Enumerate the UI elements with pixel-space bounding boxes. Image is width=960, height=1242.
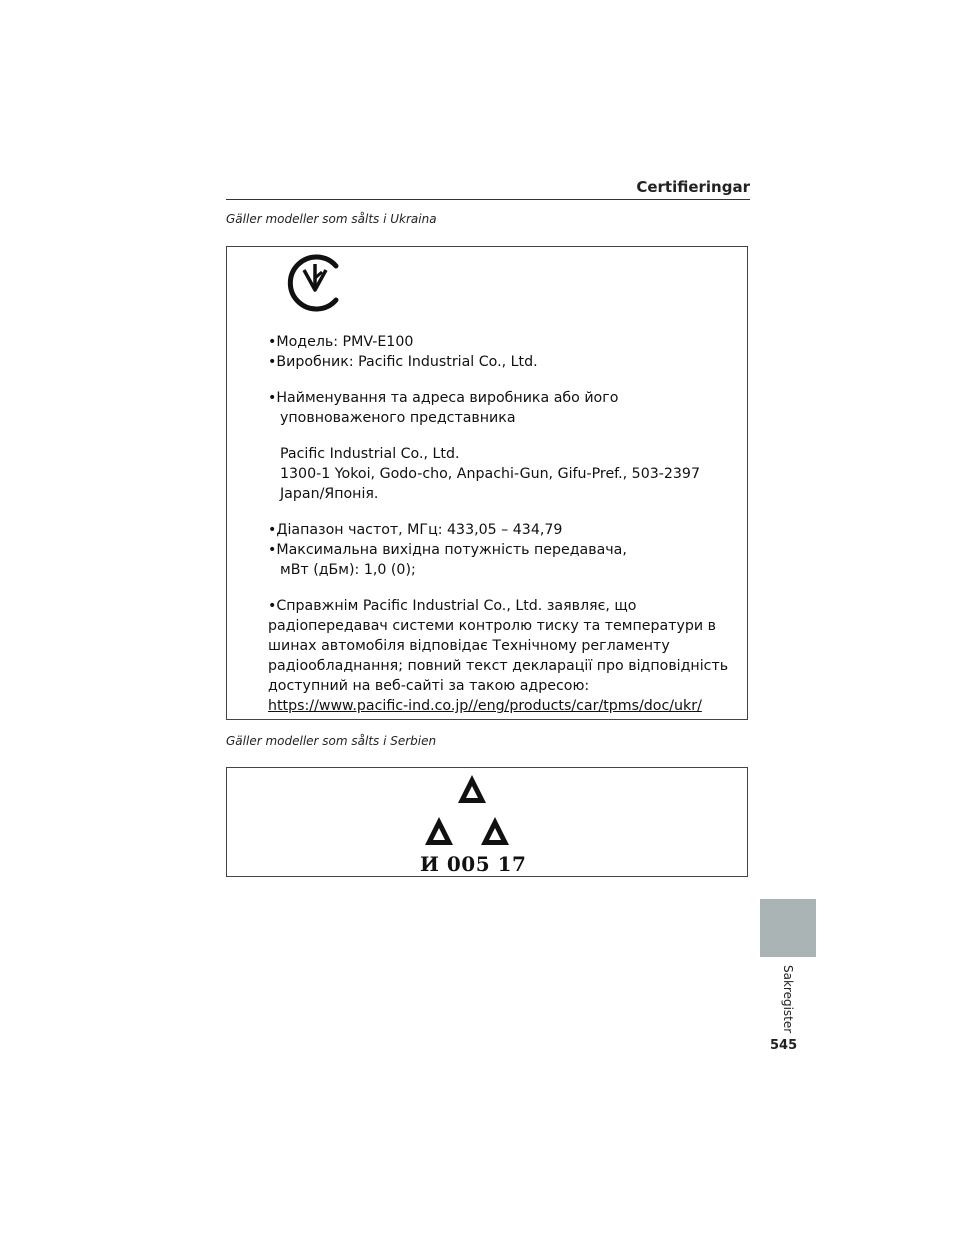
company-country: Japan/Японія. — [280, 486, 379, 502]
frequency-line: •Діапазон частот, МГц: 433,05 – 434,79 — [268, 522, 563, 538]
declaration-line-3: шинах автомобіля відповідає Технічному регламенту — [268, 638, 670, 654]
model-line: •Модель: PMV-E100 — [268, 334, 414, 350]
power-line-2: мВт (дБм): 1,0 (0); — [280, 562, 416, 578]
ukraine-certificate-text — [268, 332, 738, 716]
name-address-line-1: •Найменування та адреса виробника або його — [268, 390, 619, 406]
power-line-1: •Максимальна вихідна потужність передавача, — [268, 542, 627, 558]
header-divider — [226, 199, 750, 200]
declaration-line-1: •Справжнім Pacific Industrial Co., Ltd. заявляє, що — [268, 598, 637, 614]
sidebar-tab[interactable] — [760, 899, 816, 957]
ukraine-caption: Gäller modeller som sålts i Ukraina — [226, 212, 437, 226]
declaration-url-link[interactable]: https://www.pacific-ind.co.jp//eng/products/car/tpms/doc/ukr/ — [268, 698, 702, 714]
page-number: 545 — [770, 1038, 798, 1053]
declaration-line-5: доступний на веб-сайті за такою адресою: — [268, 678, 590, 694]
company-address: 1300-1 Yokoi, Godo-cho, Anpachi-Gun, Gifu-Pref., 503-2397 — [280, 466, 700, 482]
serbia-mark-code: И 005 17 — [420, 852, 527, 876]
sidebar-label: Sakregister — [781, 965, 795, 1034]
company-name: Pacific Industrial Co., Ltd. — [280, 446, 460, 462]
manufacturer-line: •Виробник: Pacific Industrial Co., Ltd. — [268, 354, 538, 370]
section-title: Certifieringar — [636, 178, 750, 196]
serbia-caption: Gäller modeller som sålts i Serbien — [226, 734, 437, 748]
name-address-line-2: уповноваженого представника — [280, 410, 516, 426]
serbia-conformity-triangles-icon — [415, 773, 515, 853]
declaration-line-2: радіопередавач системи контролю тиску та температури в — [268, 618, 716, 634]
ukraine-conformity-logo-icon — [284, 252, 346, 314]
declaration-line-4: радіообладнання; повний текст декларації про відповідність — [268, 658, 729, 674]
